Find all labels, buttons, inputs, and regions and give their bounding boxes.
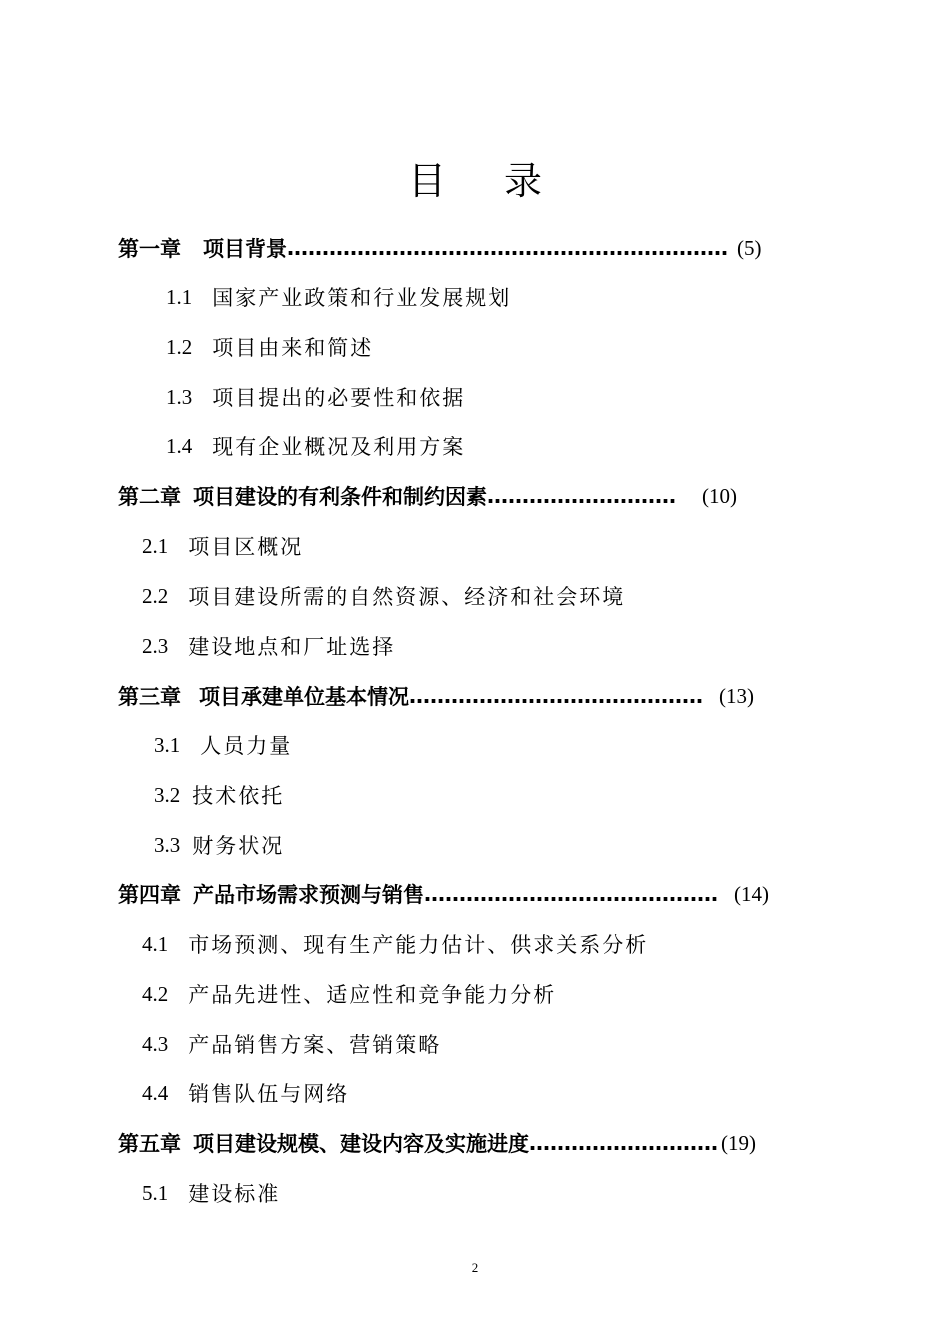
section-title: 财务状况 [192,834,285,858]
section-number: 2.3 [142,633,169,658]
chapter-title: 项目承建单位基本情况 [199,685,409,709]
toc-section-4-1[interactable] [142,928,648,960]
chapter-label: 第三章 [118,685,181,709]
section-title: 项目提出的必要性和依据 [212,386,466,410]
section-title: 市场预测、现有生产能力估计、供求关系分析 [188,933,649,957]
leader-dots: …………………………………… [409,684,703,708]
section-number: 4.1 [142,931,169,956]
toc-section-1-1[interactable] [166,281,511,313]
title-char-2: 录 [504,159,543,203]
toc-section-2-2[interactable] [142,580,625,612]
leader-dots: ……………………… [487,484,676,508]
toc-section-5-1[interactable] [142,1177,280,1209]
toc-chapter-2[interactable] [118,480,737,512]
section-number: 1.2 [166,334,193,359]
chapter-label: 第一章 [118,237,181,261]
chapter-title: 产品市场需求预测与销售 [193,883,424,907]
toc-section-2-3[interactable] [142,630,395,662]
toc-chapter-3[interactable] [118,680,754,712]
section-number: 1.4 [166,433,193,458]
section-number: 4.3 [142,1031,169,1056]
chapter-page-number: (5) [737,235,762,260]
toc-section-3-3[interactable] [154,829,284,861]
section-number: 4.4 [142,1080,169,1105]
section-title: 项目由来和简述 [212,336,374,360]
page-title [0,150,950,205]
toc-section-3-1[interactable] [154,729,292,761]
toc-section-2-1[interactable] [142,530,303,562]
section-title: 产品销售方案、营销策略 [188,1033,442,1057]
section-number: 3.1 [154,732,181,757]
page-number-footer: 2 [471,1260,479,1275]
section-title: 建设地点和厂址选择 [188,635,396,659]
chapter-page-number: (19) [721,1130,756,1155]
section-title: 销售队伍与网络 [188,1082,350,1106]
chapter-label: 第五章 [118,1132,181,1156]
leader-dots: ……………………………………………………… [287,236,728,260]
toc-chapter-1[interactable] [118,232,762,264]
toc-chapter-5[interactable] [118,1127,756,1159]
chapter-page-number: (13) [719,683,754,708]
section-number: 4.2 [142,981,169,1006]
section-number: 5.1 [142,1180,169,1205]
section-title: 产品先进性、适应性和竞争能力分析 [188,983,557,1007]
section-title: 项目建设所需的自然资源、经济和社会环境 [188,585,626,609]
chapter-label: 第四章 [118,883,181,907]
section-number: 2.2 [142,583,169,608]
section-title: 国家产业政策和行业发展规划 [212,286,512,310]
section-number: 2.1 [142,533,169,558]
section-number: 1.1 [166,284,193,309]
leader-dots: …………………………………… [424,882,718,906]
toc-chapter-4[interactable] [118,878,769,910]
title-char-1: 目 [407,159,446,203]
chapter-title: 项目背景 [203,237,287,261]
toc-section-1-3[interactable] [166,381,465,413]
chapter-page-number: (10) [702,483,737,508]
section-title: 建设标准 [188,1182,281,1206]
section-title: 技术依托 [192,784,285,808]
section-title: 现有企业概况及利用方案 [212,435,466,459]
toc-section-1-4[interactable] [166,430,465,462]
chapter-label: 第二章 [118,485,181,509]
toc-section-4-2[interactable] [142,978,556,1010]
section-title: 项目区概况 [188,535,304,559]
chapter-title: 项目建设的有利条件和制约因素 [193,485,487,509]
toc-section-4-4[interactable] [142,1077,349,1109]
section-number: 1.3 [166,384,193,409]
toc-section-3-2[interactable] [154,779,284,811]
toc-section-1-2[interactable] [166,331,373,363]
chapter-title: 项目建设规模、建设内容及实施进度 [193,1132,529,1156]
leader-dots: ……………………… [529,1131,718,1155]
section-number: 3.2 [154,782,181,807]
section-number: 3.3 [154,832,181,857]
toc-section-4-3[interactable] [142,1028,441,1060]
chapter-page-number: (14) [734,881,769,906]
section-title: 人员力量 [200,734,293,758]
